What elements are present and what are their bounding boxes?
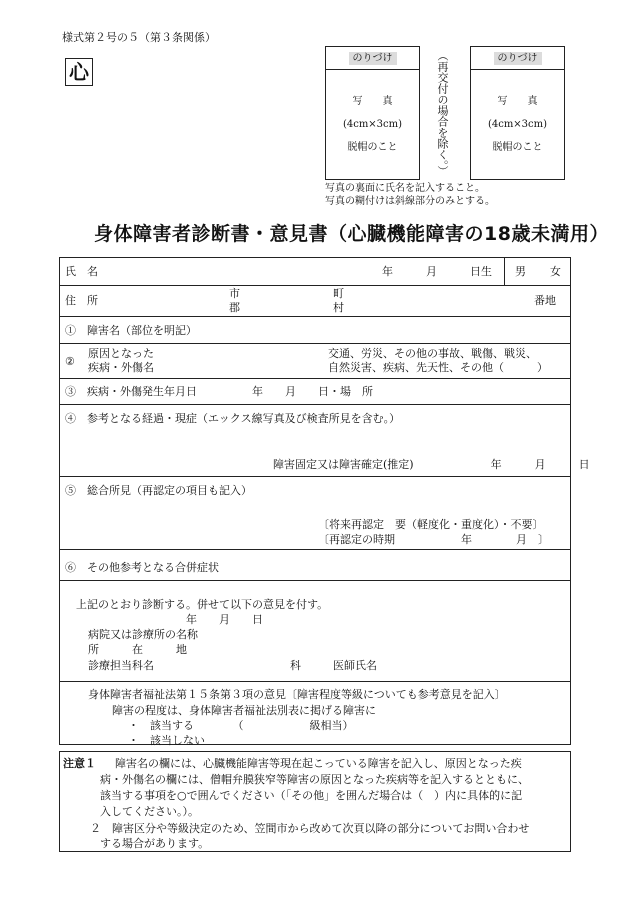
birthdate-label: 年 月 日生 [382,265,492,278]
opinion-heading: 身体障害者福祉法第１５条第３項の意見〔障害程度等級についても参考意見を記入〕 [88,688,506,701]
note2-line-b: する場合があります。 [100,837,210,850]
address-machi: 町 [333,287,344,300]
row-divider [59,580,571,581]
doctor-name-label: 医師氏名 [333,659,377,672]
item-recert-period: 〔再認定の時期 年 月 〕 [318,533,549,546]
photo-instructions [326,90,419,159]
address-label: 住 所 [65,294,98,307]
note2-line-a: ２ 障害区分や等級決定のため、笠間市から改めて次頁以降の部分についてお問い合わせ [90,822,530,835]
note1-line-a: 障害名の欄には、心臓機能障害等現在起こっている障害を記入し、原因となった疾 [115,757,522,770]
hospital-location-label: 所 在 地 [88,643,187,656]
row-divider [59,285,571,286]
row-divider [59,316,571,317]
sex-female: 女 [550,265,561,278]
opinion-line: 障害の程度は、身体障害者福祉法別表に掲げる障害に [112,704,376,717]
item-complications: ⑥ その他参考となる合併症状 [65,561,219,574]
item-cause-options-a: 交通、労災、その他の事故、戦傷、戦災、 [328,347,537,360]
photo-label: 写 真 [497,96,538,107]
hospital-name-label: 病院又は診療所の名称 [88,628,198,641]
address-banchi: 番地 [534,294,556,307]
item-findings: ⑤ 総合所見（再認定の項目も記入） [65,484,252,497]
row-divider [59,404,571,405]
note1-line-b: 病・外傷名の欄には、僧帽弁膜狭窄等障害の原因となった疾病等を記入するとともに、 [100,773,529,786]
photo-hat: 脱帽のこと [347,142,398,153]
item-disability-name: ① 障害名（部位を明記） [65,324,197,337]
reissue-note: （再交付の場合を除く。） [436,50,449,177]
photo-note-glue: 写真の糊付けは斜線部分のみとする。 [325,196,495,207]
row-divider [59,681,571,682]
name-label: 氏 名 [65,265,98,278]
item-cause-label-b: 疾病・外傷名 [88,361,154,374]
address-mura: 村 [333,301,344,314]
glue-area [326,47,419,70]
note1-line-d: 入してください。）。 [100,805,199,818]
department-label: 診療担当科名 [88,659,154,672]
glue-label: のりづけ [349,52,397,65]
photo-instructions [471,90,564,159]
page-title: 身体障害者診断書・意見書（心臓機能障害の18歳未満用） [94,223,609,245]
col-divider [504,257,505,285]
address-gun: 郡 [229,301,240,314]
address-shi: 市 [229,287,240,300]
row-divider [59,549,571,550]
notes-head: 注意１ [63,757,96,770]
item-fixed-date: 障害固定又は障害確定(推定) 年 月 日 [273,458,590,471]
opinion-applicable: ・ 該当する （ 級相当） [128,719,354,732]
sex-male: 男 [515,265,526,278]
item-recert-future: 〔将来再認定 要（軽度化・重度化）・不要〕 [318,518,544,531]
diagnosis-statement: 上記のとおり診断する。併せて以下の意見を付す。 [76,598,329,611]
photo-box-1 [325,46,420,180]
item-cause-label-a: 原因となった [88,347,154,360]
item-onset-date: ③ 疾病・外傷発生年月日 年 月 日・場 所 [65,385,373,398]
item-course: ④ 参考となる経過・現症（エックス線写真及び検査所見を含む。） [65,412,401,425]
glue-area [471,47,564,70]
department-ka: 科 [290,659,301,672]
photo-box-2 [470,46,565,180]
row-divider [59,476,571,477]
diagnosis-date: 年 月 日 [186,613,263,626]
photo-note-back: 写真の裏面に氏名を記入すること。 [325,183,485,194]
item-cause-num: ② [65,355,75,368]
photo-size: (4cm×3cm) [487,119,548,130]
row-divider [59,343,571,344]
item-cause-options-b: 自然災害、疾病、先天性、その他（ ） [328,361,548,374]
note1-line-c: 該当する事項を○で囲んでください（「その他」を囲んだ場合は（ ）内に具体的に記 [100,789,523,802]
photo-hat: 脱帽のこと [492,142,543,153]
glue-label: のりづけ [494,52,542,65]
kokoro-mark: 心 [65,58,93,86]
row-divider [59,378,571,379]
opinion-not-applicable: ・ 該当しない [128,734,205,747]
photo-size: (4cm×3cm) [342,119,403,130]
photo-label: 写 真 [352,96,393,107]
form-code: 様式第２号の５（第３条関係） [62,31,216,44]
